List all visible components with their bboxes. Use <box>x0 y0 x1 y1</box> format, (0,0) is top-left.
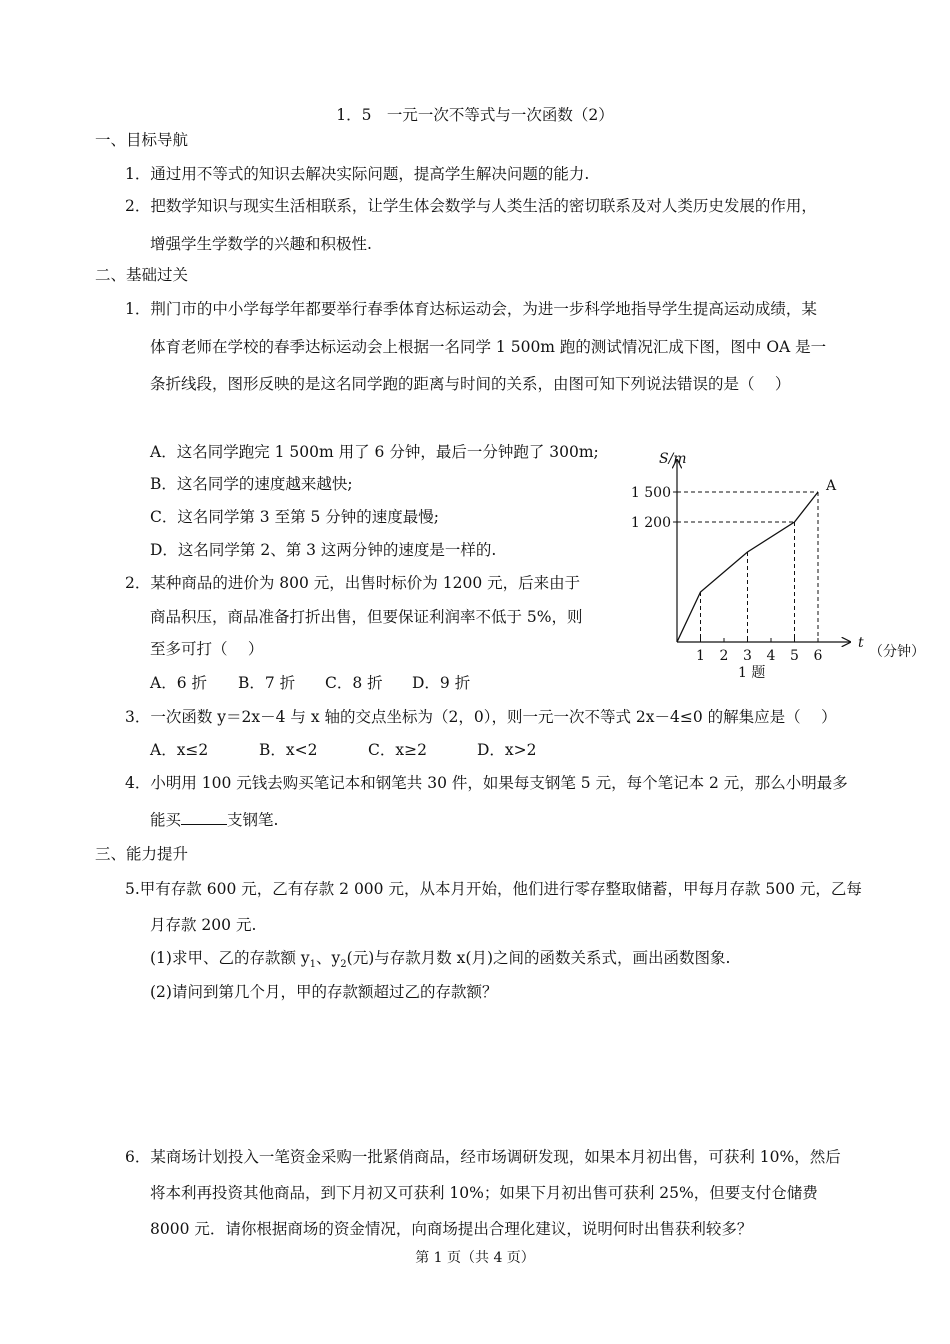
q2-line-3: 至多可打（ ） <box>150 640 264 658</box>
q5-part-1 <box>150 946 730 970</box>
q1-line-3: 条折线段，图形反映的是这名同学跑的距离与时间的关系，由图可知下列说法错误的是（ ） <box>150 375 791 393</box>
q6-line-2: 将本利再投资其他商品，到下月初又可获利 10%；如果下月初出售可获利 25%，但要支付仓储费 <box>150 1184 818 1202</box>
q2-line-2: 商品积压，商品准备打折出售，但要保证利润率不低于 5%，则 <box>150 608 583 626</box>
x-tick-label-4: 4 <box>766 648 776 664</box>
section-heading-advanced: 三、能力提升 <box>95 845 189 863</box>
q1-option-c: C．这名同学第 3 至第 5 分钟的速度最慢; <box>150 508 440 526</box>
q1-line-2: 体育老师在学校的春季达标运动会上根据一名同学 1 500m 跑的测试情况汇成下图，图中 OA 是一 <box>150 338 827 356</box>
q2-option-a: A．6 折 <box>150 674 207 692</box>
q6-line-1: 6．某商场计划投入一笔资金采购一批紧俏商品，经市场调研发现，如果本月初出售，可获利 10%，然后 <box>125 1148 841 1166</box>
q1-option-a: A．这名同学跑完 1 500m 用了 6 分钟，最后一分钟跑了 300m; <box>150 443 599 461</box>
section-heading-goals: 一、目标导航 <box>95 131 189 149</box>
distance-time-chart <box>625 445 925 685</box>
q5-line-1: 5.甲有存款 600 元，乙有存款 2 000 元，从本月开始，他们进行零存整取储蓄，甲每月存款 500 元，乙每 <box>125 880 862 898</box>
q6-line-3: 8000 元．请你根据商场的资金情况，向商场提出合理化建议，说明何时出售获利较多？ <box>150 1220 753 1238</box>
q1-option-b: B．这名同学的速度越来越快; <box>150 475 353 493</box>
y-tick-label-1200: 1 200 <box>630 515 671 531</box>
section-heading-basics: 二、基础过关 <box>95 266 189 284</box>
q5-part-1-pre: (1)求甲、乙的存款额 y <box>150 949 310 967</box>
q1-option-d: D．这名同学第 2、第 3 这两分钟的速度是一样的. <box>150 541 497 559</box>
q4-line-2-pre: 能买 <box>150 811 182 829</box>
q3-option-d: D．x>2 <box>477 741 537 759</box>
q1-line-1: 1．荆门市的中小学每学年都要举行春季体育达标运动会，为进一步科学地指导学生提高运动成绩，某 <box>125 300 817 318</box>
point-label-a: A <box>826 478 837 494</box>
q5-sub-1: 1 <box>309 959 317 971</box>
q4-line-2-post: 支钢笔. <box>227 811 279 829</box>
q4-line-1: 4．小明用 100 元钱去购买笔记本和钢笔共 30 件，如果每支钢笔 5 元，每个笔记本 2 元，那么小明最多 <box>125 774 848 792</box>
q5-part-1-post: (元)与存款月数 x(月)之间的函数关系式，画出函数图象. <box>346 949 731 967</box>
q5-sub-2: 2 <box>340 959 347 971</box>
q5-part-2: (2)请问到第几个月，甲的存款额超过乙的存款额？ <box>150 983 498 1001</box>
q2-option-d: D．9 折 <box>412 674 471 692</box>
chart-title: 1 题 <box>738 665 766 681</box>
x-tick-label-2: 2 <box>719 648 729 664</box>
x-tick-label-1: 1 <box>696 648 705 664</box>
q2-line-1: 2．某种商品的进价为 800 元，出售时标价为 1200 元，后来由于 <box>125 574 581 592</box>
q5-line-2: 月存款 200 元. <box>150 916 257 934</box>
x-axis-label: t <box>858 635 864 651</box>
x-axis-unit: （分钟） <box>869 644 925 660</box>
x-tick-label-6: 6 <box>813 648 823 664</box>
q3-option-c: C．x≥2 <box>368 741 427 759</box>
x-tick-label-3: 3 <box>743 648 752 664</box>
q5-part-1-mid: 、y <box>316 949 341 967</box>
q3-option-b: B．x<2 <box>259 741 318 759</box>
page-title: 1．5 一元一次不等式与一次函数（2） <box>336 106 614 124</box>
q2-option-c: C．8 折 <box>325 674 383 692</box>
page-footer: 第 1 页（共 4 页） <box>415 1250 535 1266</box>
x-tick-label-5: 5 <box>790 648 799 664</box>
q3-option-a: A．x≤2 <box>150 741 209 759</box>
goal-item-1: 1．通过用不等式的知识去解决实际问题，提高学生解决问题的能力. <box>125 165 590 183</box>
q2-option-b: B．7 折 <box>238 674 296 692</box>
y-axis-label: S/m <box>659 451 687 467</box>
q3-line: 3．一次函数 y＝2x－4 与 x 轴的交点坐标为（2，0），则一元一次不等式 2x－4≤0 的解集应是（ ） <box>125 708 837 726</box>
goal-item-2: 2．把数学知识与现实生活相联系，让学生体会数学与人类生活的密切联系及对人类历史发展的作用， <box>125 197 817 215</box>
q4-answer-blank[interactable] <box>181 810 227 825</box>
q4-line-2 <box>150 808 278 830</box>
goal-item-2-cont: 增强学生学数学的兴趣和积极性. <box>150 235 372 253</box>
y-tick-label-1500: 1 500 <box>630 485 671 501</box>
